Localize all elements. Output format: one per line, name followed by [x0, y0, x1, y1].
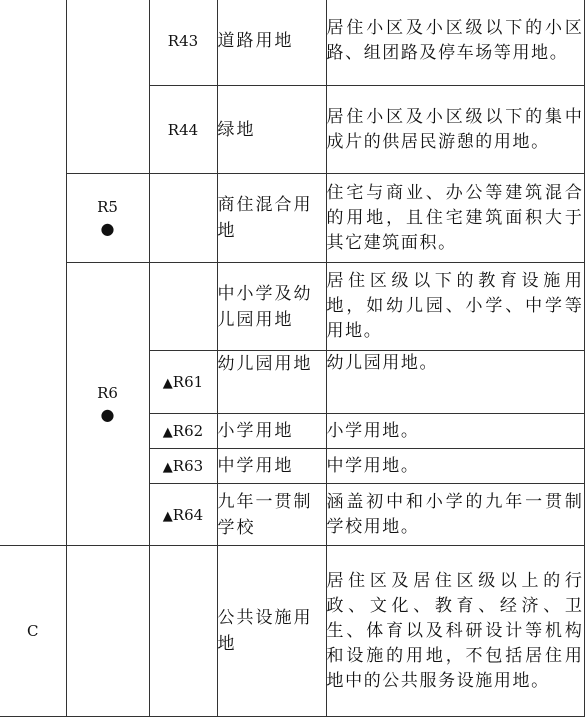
table-row — [0, 0, 584, 86]
mid-code: R5 — [97, 198, 118, 216]
sub-code-cell — [149, 484, 217, 546]
category-desc-cell — [326, 263, 584, 351]
category-name: 道路用地 — [217, 31, 294, 51]
sub-code: R64 — [172, 505, 204, 524]
category-name-cell — [217, 449, 326, 484]
category-desc: 居住区及居住区级以上的行政、文化、教育、经济、卫生、体育以及科研设计等机构和设施的用地，不包括居住用地中的公共服务设施用地。 — [326, 570, 584, 691]
category-name-cell — [217, 351, 326, 414]
category-desc-cell — [326, 484, 584, 546]
category-name: 中小学及幼儿园用地 — [217, 283, 313, 330]
sub-code: R62 — [172, 422, 204, 440]
category-desc: 幼儿园用地。 — [326, 353, 439, 373]
major-code-cell — [0, 546, 66, 717]
category-name: 绿地 — [217, 119, 256, 140]
triangle-marker-icon: ▲ — [162, 376, 173, 391]
category-desc-cell — [326, 86, 584, 174]
category-desc: 居住区级以下的教育设施用地，如幼儿园、小学、中学等用地。 — [326, 271, 584, 341]
category-desc: 小学用地。 — [326, 420, 420, 441]
sub-code-cell — [149, 351, 217, 414]
category-name-cell — [217, 484, 326, 546]
key-category-dot-icon: ● — [100, 219, 115, 238]
mid-code-cell — [66, 174, 149, 263]
sub-code-cell — [149, 546, 217, 717]
category-desc: 居住小区及小区级以下的小区路、组团路及停车场等用地。 — [326, 18, 584, 63]
sub-code-cell — [149, 86, 217, 174]
sub-code: R61 — [172, 373, 204, 391]
table-row — [0, 263, 584, 351]
sub-code-cell — [149, 449, 217, 484]
category-name: 中学用地 — [217, 456, 294, 476]
sub-code-cell — [149, 263, 217, 351]
category-desc: 涵盖初中和小学的九年一贯制学校用地。 — [326, 491, 584, 537]
major-code: C — [27, 622, 39, 640]
mid-code-cell — [66, 263, 149, 546]
triangle-marker-icon: ▲ — [162, 460, 173, 475]
category-desc-cell — [326, 174, 584, 263]
key-category-dot-icon: ● — [100, 405, 115, 424]
category-desc-cell — [326, 351, 584, 414]
sub-code-cell — [149, 174, 217, 263]
category-desc: 中学用地。 — [326, 455, 420, 476]
category-name-cell — [217, 0, 326, 86]
table-row — [0, 174, 584, 263]
category-desc-cell — [326, 414, 584, 449]
category-desc-cell — [326, 546, 584, 717]
sub-code-cell — [149, 414, 217, 449]
category-name: 公共设施用地 — [217, 608, 313, 654]
table-row — [0, 546, 584, 717]
major-code-cell — [0, 0, 66, 546]
category-name-cell — [217, 546, 326, 717]
triangle-marker-icon: ▲ — [162, 425, 173, 440]
category-name: 商住混合用地 — [217, 195, 313, 241]
triangle-marker-icon: ▲ — [162, 508, 173, 524]
category-name-cell — [217, 174, 326, 263]
category-desc: 居住小区及小区级以下的集中成片的供居民游憩的用地。 — [326, 106, 584, 152]
sub-code: R63 — [172, 457, 204, 475]
category-desc: 住宅与商业、办公等建筑混合的用地，且住宅建筑面积大于其它建筑面积。 — [326, 182, 584, 253]
sub-code: R44 — [167, 120, 199, 139]
category-name: 九年一贯制学校 — [217, 491, 313, 538]
mid-code: R6 — [97, 384, 118, 402]
category-name-cell — [217, 263, 326, 351]
category-desc-cell — [326, 449, 584, 484]
mid-code-cell — [66, 0, 149, 174]
sub-code-cell — [149, 0, 217, 86]
sub-code: R43 — [167, 32, 199, 50]
category-name: 幼儿园用地 — [217, 354, 313, 374]
category-name-cell — [217, 414, 326, 449]
category-name-cell — [217, 86, 326, 174]
category-desc-cell — [326, 0, 584, 86]
mid-code-cell — [66, 546, 149, 717]
category-name: 小学用地 — [217, 421, 294, 441]
